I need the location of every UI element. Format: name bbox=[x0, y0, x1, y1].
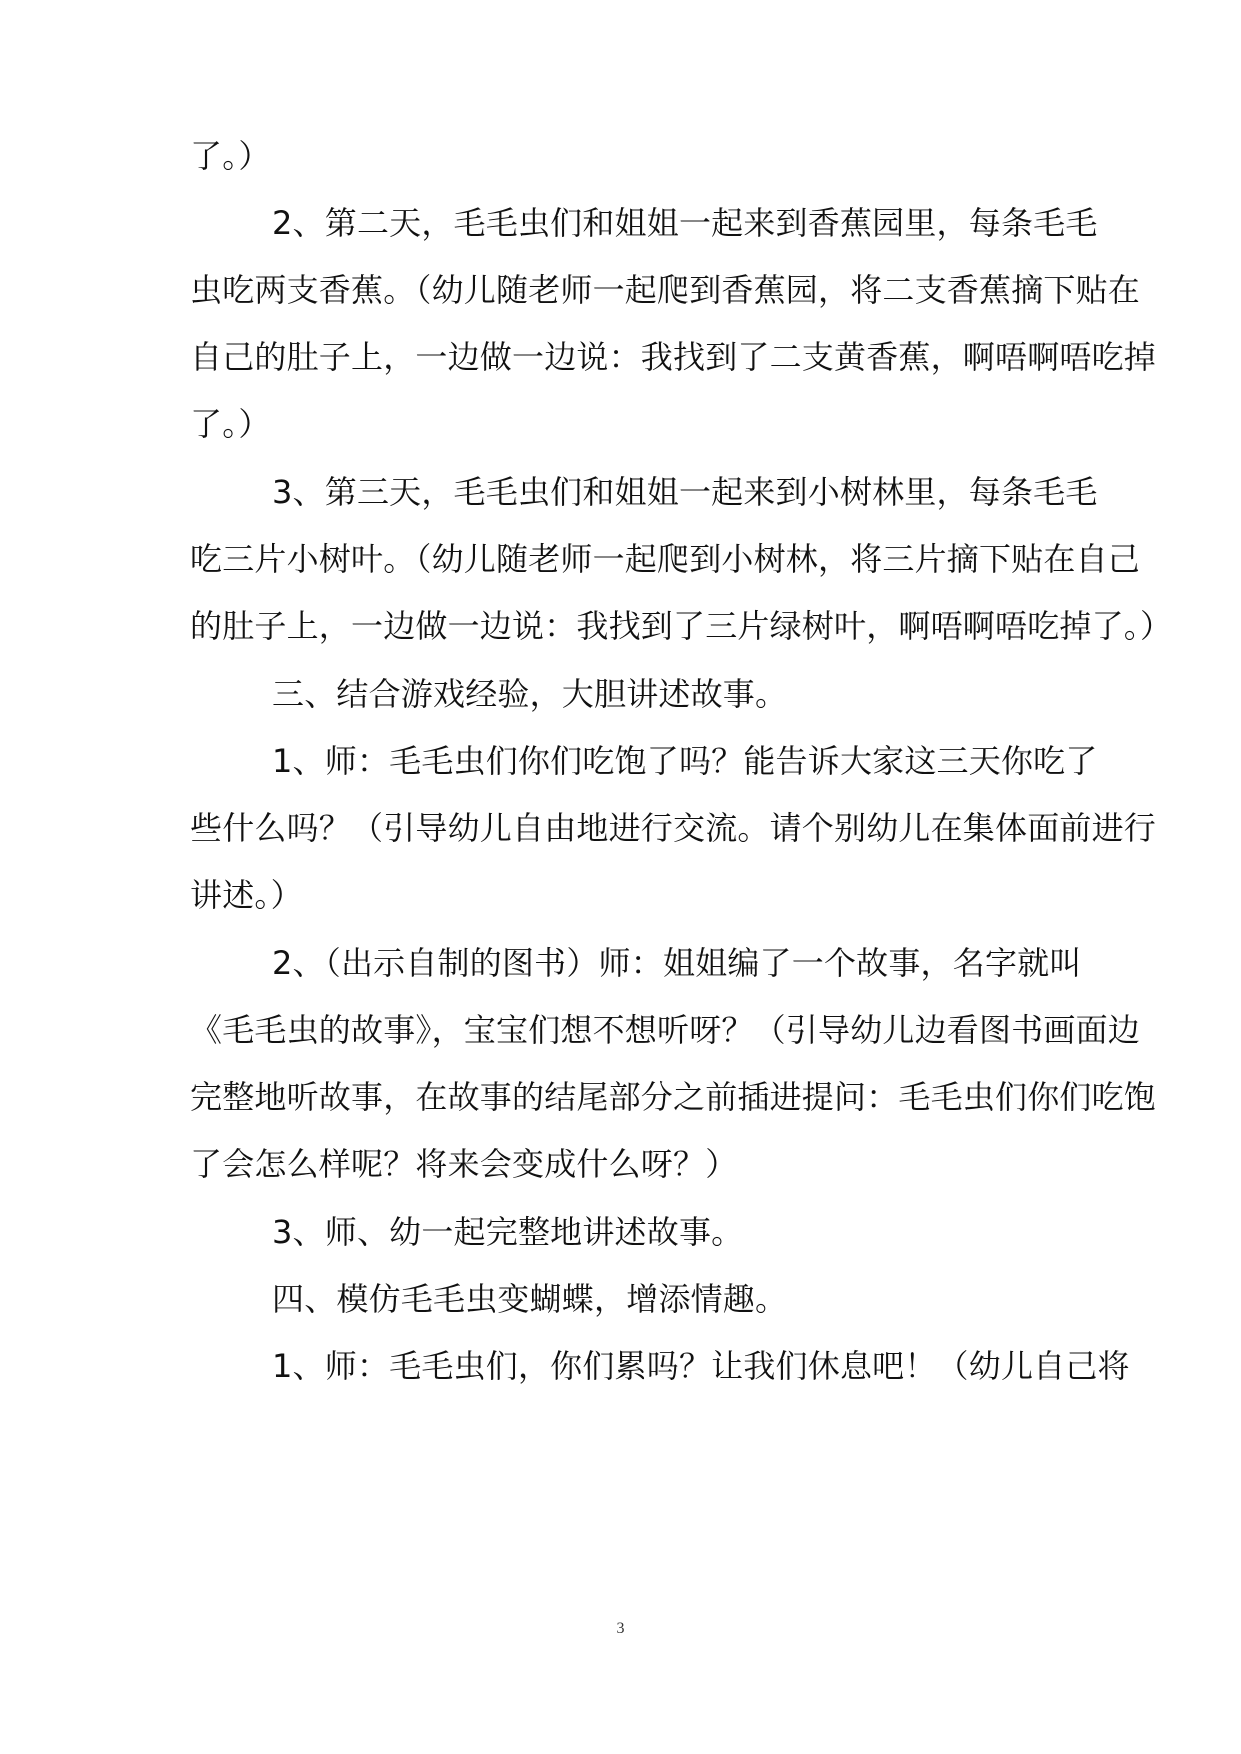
text-line: 讲述。） bbox=[190, 876, 303, 914]
section-heading: 三、结合游戏经验，大胆讲述故事。 bbox=[272, 675, 788, 713]
text-line: 了。） bbox=[190, 405, 271, 443]
text-line: 吃三片小树叶。（幼儿随老师一起爬到小树林，将三片摘下贴在自己 bbox=[190, 540, 1141, 578]
text-line: 了。） bbox=[190, 137, 271, 175]
text-line: 了会怎么样呢？将来会变成什么呀？） bbox=[190, 1145, 738, 1183]
text-line: 完整地听故事，在故事的结尾部分之前插进提问：毛毛虫们你们吃饱 bbox=[190, 1078, 1157, 1116]
text-line: 些什么吗？（引导幼儿自由地进行交流。请个别幼儿在集体面前进行 bbox=[190, 809, 1157, 847]
text-line: 《毛毛虫的故事》，宝宝们想不想听呀？（引导幼儿边看图书画面边 bbox=[190, 1011, 1141, 1049]
page-number: 3 bbox=[616, 1620, 625, 1637]
text-line: 自己的肚子上，一边做一边说：我找到了二支黄香蕉，啊唔啊唔吃掉 bbox=[190, 338, 1157, 376]
text-line: 2、（出示自制的图书）师：姐姐编了一个故事，名字就叫 bbox=[272, 944, 1082, 982]
text-line: 虫吃两支香蕉。（幼儿随老师一起爬到香蕉园，将二支香蕉摘下贴在 bbox=[190, 271, 1141, 309]
text-line: 3、第三天，毛毛虫们和姐姐一起来到小树林里，每条毛毛 bbox=[272, 473, 1098, 511]
section-heading: 四、模仿毛毛虫变蝴蝶，增添情趣。 bbox=[272, 1280, 788, 1318]
text-line: 3、师、幼一起完整地讲述故事。 bbox=[272, 1213, 744, 1251]
text-line: 1、师：毛毛虫们，你们累吗？让我们休息吧！（幼儿自己将 bbox=[272, 1347, 1130, 1385]
text-line: 1、师：毛毛虫们你们吃饱了吗？能告诉大家这三天你吃了 bbox=[272, 742, 1098, 780]
text-line: 的肚子上，一边做一边说：我找到了三片绿树叶，啊唔啊唔吃掉了。） bbox=[190, 607, 1173, 645]
text-line: 2、第二天，毛毛虫们和姐姐一起来到香蕉园里，每条毛毛 bbox=[272, 204, 1098, 242]
